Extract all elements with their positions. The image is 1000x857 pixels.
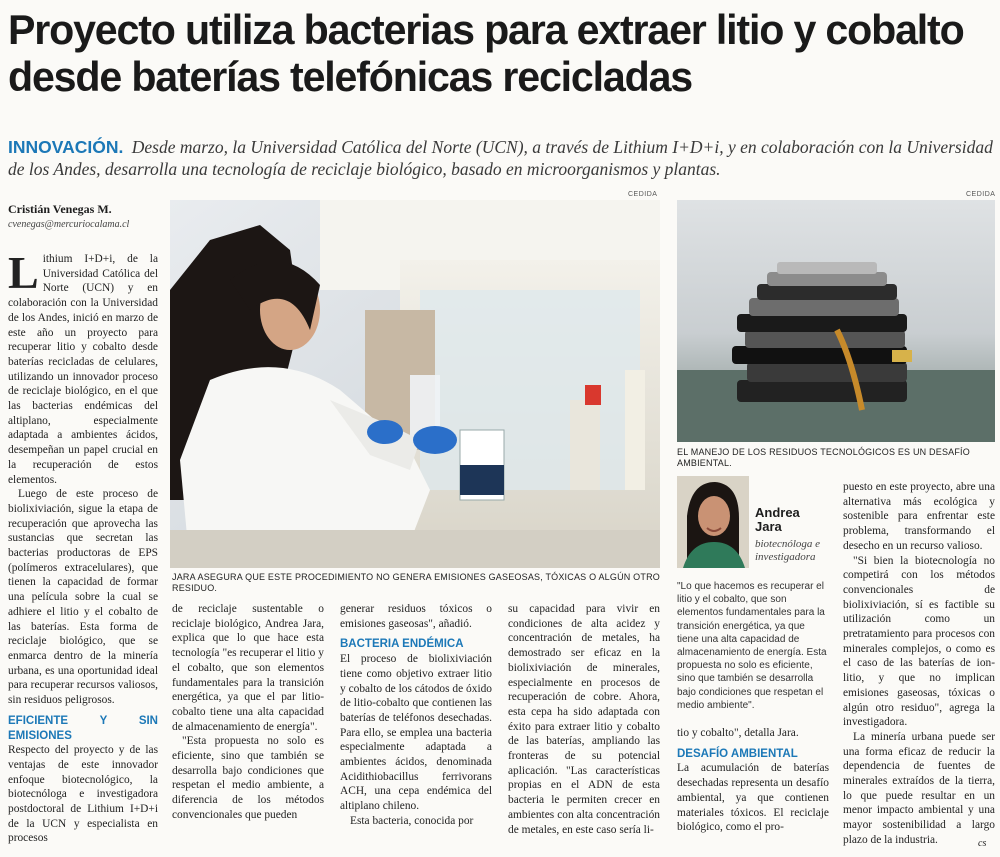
headline: Proyecto utiliza bacterias para extraer litio y cobalto desde baterías telefónicas recicladas — [8, 6, 964, 100]
col3-paragraph-2: El proceso de biolixiviación tiene como objetivo extraer litio y cobalto de los cátodos de óxido de litio-cobalto que contienen las baterías de teléfonos desechadas. Para ello, se emplea una bacteria especialmente adaptada a ambientes ácidos, denominada Acidithiobacillus ferrivorans ACH, una cepa endémica del altiplano chileno. — [340, 653, 492, 813]
lead-text: Desde marzo, la Universidad Católica del Norte (UCN), a través de Lithium I+D+i, y en colaboración con la Universidad de los Andes, desarrolla una tecnología de reciclaje biológico, basado en microorganismos y plantas. — [8, 137, 993, 179]
lab-photo-illustration — [170, 200, 660, 568]
lab-photo — [170, 200, 660, 568]
article-column-4 — [508, 602, 660, 837]
article-column-3 — [340, 602, 492, 829]
col1-paragraph-3: Respecto del proyecto y de las ventajas de este innovador enfoque biotecnológico, la biotecnóloga e investigadora postdoctoral de Lithium I+D+i de la UCN y especialista en procesos — [8, 744, 158, 845]
avatar-illustration — [677, 476, 749, 568]
article-column-2 — [172, 602, 324, 823]
caption-phones: EL MANEJO DE LOS RESIDUOS TECNOLÓGICOS ES UN DESAFÍO AMBIENTAL. — [677, 447, 970, 468]
col3-paragraph-3: Esta bacteria, conocida por — [350, 814, 474, 827]
col6-paragraph-1: puesto en este proyecto, abre una alternativa más ecológica y sostenible para enfrentar este problema, transformando el desecho en un recurso valioso. — [843, 481, 995, 552]
avatar — [677, 476, 749, 568]
col1-paragraph-2: Luego de este proceso de biolixiviación, sigue la etapa de recuperación que aprovecha las sustancias que secretan las bacterias productoras de EPS (polímeros extracelulares), que tienen la capacidad de formar una película sobre la cual se adhiere el litio y el cobalto de las baterías. Esta forma de reciclaje biológico, que se enmarca dentro de la minería urbana, es una oportunidad ideal para recuperar recursos valiosos, sin residuos peligrosos. — [8, 488, 158, 707]
col6-paragraph-2: "Si bien la biotecnología no competirá con los métodos convencionales de biolixiviación, sí es factible su utilización como un pretratamiento para procesos con minerales complejos, o como es el caso de las baterías de ion-litio, y que no implican emisiones gaseosas, tóxicas o algún otro residuo", agrega la investigadora. — [843, 554, 995, 729]
byline — [8, 202, 166, 230]
dropcap: L — [8, 247, 39, 298]
col2-paragraph-1: de reciclaje sustentable o reciclaje biológico, Andrea Jara, explica que lo que hace esta tecnología "es recuperar el litio y el cobalto, que son elementos fundamentales para la transición energética, ya que el par litio-cobalto tiene una alta capacidad de almacenamiento de energía". — [172, 603, 324, 733]
byline-author: Cristián Venegas M. — [8, 202, 112, 216]
article-column-1 — [8, 247, 158, 846]
article-column-6 — [843, 480, 995, 848]
photo-credit-lab: CEDIDA — [628, 191, 658, 198]
profile-name: Andrea Jara — [755, 505, 800, 534]
profile-quote: "Lo que hacemos es recuperar el litio y el cobalto, que son elementos fundamentales para la transición energética, ya que tiene una alta capacidad de almacenamiento de energía. Esta propuesta no solo es eficiente, sino que también se desarrolla bajo condiciones que respetan el medio ambiente". — [677, 581, 827, 711]
col4-paragraph-1: su capacidad para vivir en condiciones de alta acidez y concentración de metales, ha demostrado ser eficaz en la biolixiviación de minerales, especialmente en procesos de recuperación de cobre. Ahora, esta cepa ha sido adaptada con éxito para extraer litio y cobalto de las baterías, ampliando las fronteras de su potencial aplicación. "Las características propias en el ADN de esta bacteria le permiten crecer en ambientes con alta concentración de metales, en este caso sería li- — [508, 603, 660, 836]
photo-credit-phones: CEDIDA — [966, 191, 996, 198]
lead-paragraph — [8, 136, 993, 180]
caption-lab: JARA ASEGURA QUE ESTE PROCEDIMIENTO NO GENERA EMISIONES GASEOSAS, TÓXICAS O ALGÚN OTRO RESIDUO. — [172, 572, 660, 593]
end-mark: cs — [978, 838, 987, 849]
col1-paragraph-1: ithium I+D+i, de la Universidad Católica del Norte (UCN) y en colaboración con la Universidad de los Andes, inició en marzo de este año un proyecto para recuperar litio y cobalto desde baterías recicladas de celulares, utilizando un innovador proceso de reciclaje biológico, en el que las bacterias endémicas del altiplano, especialmente adaptada a ambientes ácidos, desempeñan un papel crucial en la recuperación de estos elementos. — [8, 253, 158, 486]
subhead-desafio: DESAFÍO AMBIENTAL — [677, 747, 798, 760]
phones-photo — [677, 200, 995, 442]
col5-paragraph-2: La acumulación de baterías desechadas representa un desafío ambiental, ya que contienen materiales tóxicos. El reciclaje biológico, como el pro- — [677, 762, 829, 834]
col2-paragraph-2: "Esta propuesta no solo es eficiente, sino que también se desarrolla bajo condiciones que respetan el medio ambiente, a diferencia de los métodos convencionales que pueden — [172, 735, 324, 821]
article-column-5 — [677, 726, 829, 835]
col6-paragraph-3: La minería urbana puede ser una forma eficaz de reducir la dependencia de fuentes de minerales extraídos de la tierra, lo que puede resultar en un menor impacto ambiental y una mayor sostenibilidad a largo plazo de la industria. — [843, 730, 995, 846]
subhead-eficiente: EFICIENTE Y SIN EMISIONES — [8, 714, 158, 742]
byline-email: cvenegas@mercuriocalama.cl — [8, 219, 130, 230]
subhead-bacteria: BACTERIA ENDÉMICA — [340, 638, 464, 651]
col5-paragraph-1: tio y cobalto", detalla Jara. — [677, 727, 799, 739]
lead-kicker: INNOVACIÓN. — [8, 137, 124, 157]
profile-role: biotecnóloga e investigadora — [755, 538, 821, 563]
phones-photo-illustration — [677, 200, 995, 442]
col3-paragraph-1: generar residuos tóxicos o emisiones gaseosas", añadió. — [340, 603, 492, 630]
